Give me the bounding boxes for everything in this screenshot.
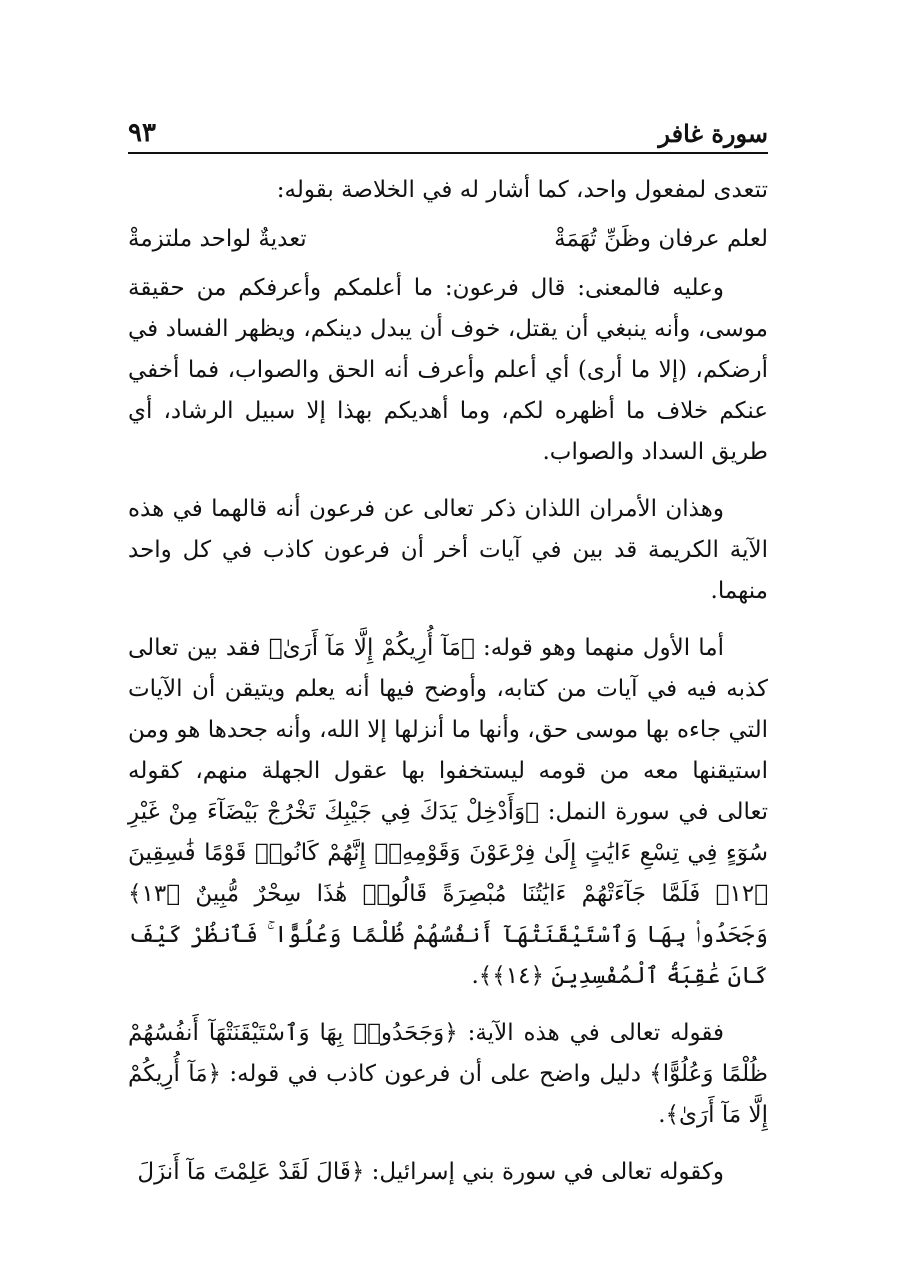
- page-header: [128, 112, 768, 154]
- page-number: ٩٣: [128, 118, 156, 148]
- paragraph-two-matters: وهذان الأمران اللذان ذكر تعالى عن فرعون أنه قالهما في هذه الآية الكريمة قد بين في آيات أخر أن فرعون كاذب في كل واحد منهما.: [128, 496, 768, 604]
- poetry-verse: [128, 219, 768, 260]
- surah-name: سورة غافر: [658, 119, 768, 148]
- verse-left-hemistich: تعديةٌ لواحد ملتزمةْ: [128, 226, 307, 252]
- paragraph-meaning: وعليه فالمعنى: قال فرعون: ما أعلمكم وأعرفكم من حقيقة موسى، وأنه ينبغي أن يقتل، خوف أن يبدل دينكم، ويظهر الفساد في أرضكم، (إلا ما أرى) أي أعلم وأعرف أنه الحق والصواب، فما أخفي عنكم خلاف ما أظهره لكم، وما أهديكم بهذا إلا سبيل الرشاد، أي طريق السداد والصواب.: [128, 275, 768, 465]
- page-body: [128, 170, 768, 1193]
- paragraph-evidence: فقوله تعالى في هذه الآية: ﴿وَجَحَدُوا۟ بِهَا وَٱسْتَيْقَنَتْهَآ أَنفُسُهُمْ ظُلْمًا وَعُلُوًّا﴾ دليل واضح على أن فرعون كاذب في قوله: ﴿مَآ أُرِيكُمْ إِلَّا مَآ أَرَىٰ﴾.: [128, 1020, 768, 1128]
- paragraph-intro: تتعدى لمفعول واحد، كما أشار له في الخلاصة بقوله:: [276, 177, 768, 203]
- paragraph-first-matter: أما الأول منهما وهو قوله: ﴿مَآ أُرِيكُمْ إِلَّا مَآ أَرَىٰ﴾ فقد بين تعالى كذبه فيه في آيات من كتابه، وأوضح فيها أنه يعلم ويتيقن أن الآيات التي جاءه بها موسى حق، وأنها ما أنزلها إلا الله، وأنه جحدها هو ومن استيقنها معه من قومه ليستخفوا بها عقول الجهلة منهم، كقوله تعالى في سورة النمل: ﴿وَأَدْخِلْ يَدَكَ فِي جَيْبِكَ تَخْرُجْ بَيْضَآءَ مِنْ غَيْرِ سُوٓءٍ فِي تِسْعِ ءَايَٰتٍ إِلَىٰ فِرْعَوْنَ وَقَوْمِهِۦٓ إِنَّهُمْ كَانُوا۟ قَوْمًا فَٰسِقِينَ ﴿١٢﴾ فَلَمَّا جَآءَتْهُمْ ءَايَٰتُنَا مُبْصِرَةً قَالُوا۟ هَٰذَا سِحْرٌ مُّبِينٌ ﴿١٣﴾ وَجَحَدُوا۟ بِهَا وَٱسْتَيْقَنَتْهَآ أَنفُسُهُمْ ظُلْمًا وَعُلُوًّا ۚ فَٱنظُرْ كَيْفَ كَانَ عَٰقِبَةُ ٱلْمُفْسِدِينَ ﴿١٤﴾﴾.: [128, 635, 768, 989]
- paragraph-isra: وكقوله تعالى في سورة بني إسرائيل: ﴿قَالَ لَقَدْ عَلِمْتَ مَآ أَنزَلَ: [137, 1159, 724, 1185]
- verse-right-hemistich: لعلم عرفان وظَنِّ تُهَمَةْ: [554, 226, 768, 252]
